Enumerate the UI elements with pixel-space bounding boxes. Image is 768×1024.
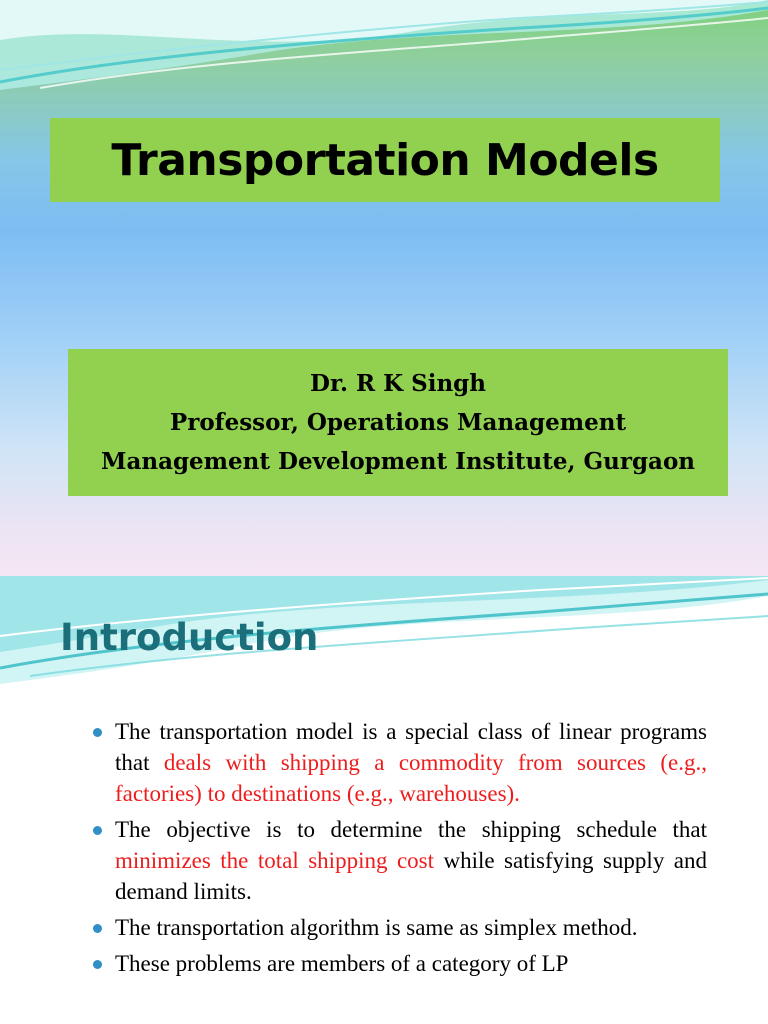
bullet-text: The objective is to determine the shipping schedule that bbox=[115, 817, 707, 842]
bullet-item bbox=[93, 948, 707, 979]
author-box bbox=[68, 349, 728, 496]
bullet-item bbox=[93, 912, 707, 943]
bullet-text: while satisfying supply and demand limits. bbox=[115, 848, 708, 904]
section-title: Introduction bbox=[60, 616, 319, 659]
author-name: Dr. R K Singh bbox=[310, 370, 486, 397]
title-box bbox=[50, 118, 720, 202]
introduction-slide bbox=[0, 576, 768, 1024]
bullet-highlight: minimizes the total shipping cost bbox=[115, 848, 434, 873]
author-role: Professor, Operations Management bbox=[169, 409, 627, 436]
bullet-text: The transportation model is a special class of linear programs that bbox=[115, 719, 707, 775]
bullet-item bbox=[93, 716, 707, 809]
bullet-text: These problems are members of a category of LP bbox=[115, 951, 569, 976]
bullet-text: The transportation algorithm is same as simplex method. bbox=[115, 915, 638, 940]
bullet-highlight: deals with shipping a commodity from sources (e.g., factories) to destinations (e.g., warehouses). bbox=[115, 750, 707, 806]
slide-title: Transportation Models bbox=[111, 134, 659, 186]
wave-decoration bbox=[0, 0, 768, 100]
author-institute: Management Development Institute, Gurgaon bbox=[100, 448, 696, 475]
bullet-item bbox=[93, 814, 707, 907]
bullet-list bbox=[93, 716, 707, 984]
